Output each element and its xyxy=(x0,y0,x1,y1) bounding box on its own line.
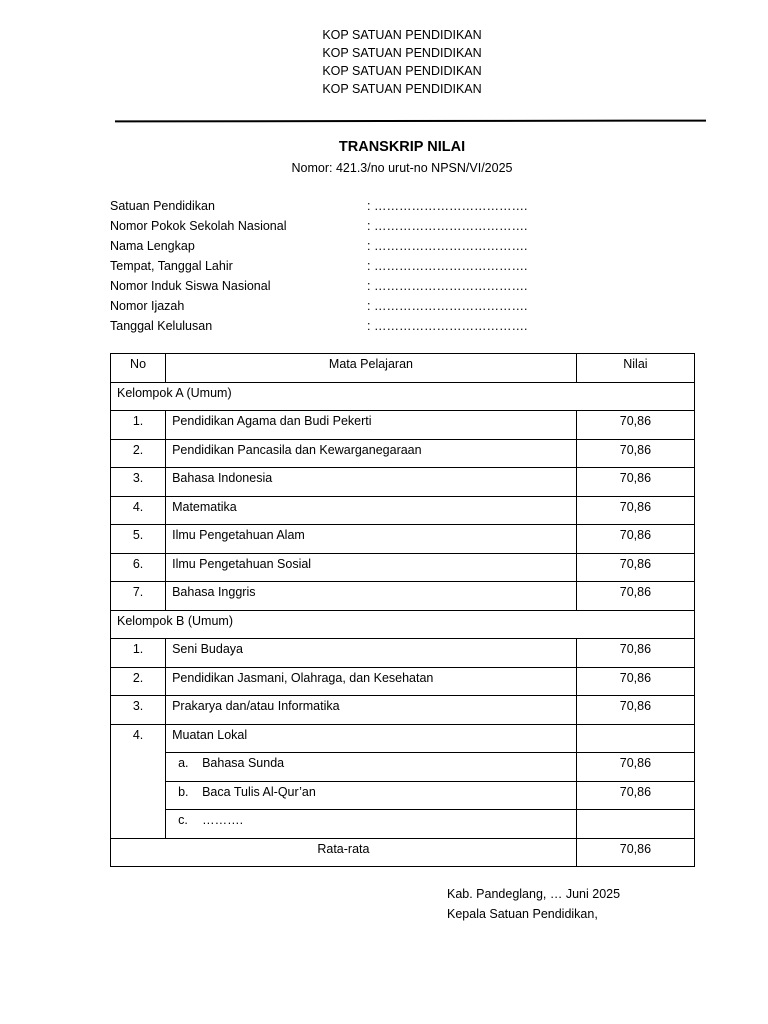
document-number: Nomor: 421.3/no urut-no NPSN/VI/2025 xyxy=(291,161,513,175)
signature-block xyxy=(447,884,620,924)
row-mapel: Bahasa Indonesia xyxy=(166,468,577,497)
info-label: Nomor Ijazah xyxy=(110,299,185,313)
header-nilai: Nilai xyxy=(576,354,694,383)
letterhead xyxy=(0,26,768,98)
average-row xyxy=(111,838,695,867)
info-label: Nomor Pokok Sekolah Nasional xyxy=(110,219,287,233)
row-nilai: 70,86 xyxy=(576,525,694,554)
letterhead-line: KOP SATUAN PENDIDIKAN xyxy=(322,64,482,78)
row-mapel: Prakarya dan/atau Informatika xyxy=(166,696,577,725)
table-row xyxy=(111,639,695,668)
row-mapel xyxy=(166,753,577,782)
row-nilai: 70,86 xyxy=(576,639,694,668)
row-mapel: Seni Budaya xyxy=(166,639,577,668)
table-row xyxy=(111,667,695,696)
table-row xyxy=(111,496,695,525)
row-no-empty xyxy=(111,781,166,810)
row-nilai: 70,86 xyxy=(576,411,694,440)
average-nilai: 70,86 xyxy=(576,838,694,867)
table-header-row xyxy=(111,354,695,383)
row-mapel xyxy=(166,810,577,839)
info-value: : ………………………………. xyxy=(367,199,528,213)
sub-letter: b. xyxy=(178,784,189,799)
row-nilai: 70,86 xyxy=(576,753,694,782)
row-no: 1. xyxy=(111,411,166,440)
letterhead-divider xyxy=(115,120,706,123)
sub-mapel: ………. xyxy=(202,813,244,827)
sub-letter: a. xyxy=(178,756,189,770)
row-nilai xyxy=(576,724,694,753)
info-value: : ………………………………. xyxy=(367,259,528,273)
table-subrow xyxy=(111,781,695,810)
sub-letter: c. xyxy=(178,813,188,827)
info-value: : ………………………………. xyxy=(367,319,528,333)
row-mapel: Pendidikan Jasmani, Olahraga, dan Kesehatan xyxy=(166,667,577,696)
letterhead-line: KOP SATUAN PENDIDIKAN xyxy=(322,28,482,42)
table-subrow xyxy=(111,753,695,782)
table-row xyxy=(111,439,695,468)
table-row xyxy=(111,468,695,497)
group-b-title: Kelompok B (Umum) xyxy=(111,610,695,639)
header-mapel: Mata Pelajaran xyxy=(166,354,577,383)
info-value: : ………………………………. xyxy=(367,279,528,293)
sub-mapel: Baca Tulis Al-Qur’an xyxy=(202,784,316,799)
row-nilai: 70,86 xyxy=(576,667,694,696)
group-row xyxy=(111,610,695,639)
row-no: 3. xyxy=(111,696,166,725)
row-no: 6. xyxy=(111,553,166,582)
info-label: Tanggal Kelulusan xyxy=(110,319,213,333)
row-no: 2. xyxy=(111,667,166,696)
row-mapel: Ilmu Pengetahuan Sosial xyxy=(166,553,577,582)
table-row xyxy=(111,411,695,440)
row-nilai: 70,86 xyxy=(576,496,694,525)
row-nilai: 70,86 xyxy=(576,696,694,725)
row-no: 3. xyxy=(111,468,166,497)
row-no-empty xyxy=(111,810,166,839)
document-title: TRANSKRIP NILAI xyxy=(338,139,466,155)
row-no: 2. xyxy=(111,439,166,468)
table-row xyxy=(111,553,695,582)
row-no: 1. xyxy=(111,639,166,668)
row-nilai: 70,86 xyxy=(576,553,694,582)
info-label: Nama Lengkap xyxy=(110,239,195,253)
sub-mapel: Bahasa Sunda xyxy=(202,756,285,770)
row-no: 5. xyxy=(111,525,166,554)
row-mapel: Pendidikan Pancasila dan Kewarganegaraan xyxy=(166,439,577,468)
row-nilai: 70,86 xyxy=(576,439,694,468)
row-nilai: 70,86 xyxy=(576,781,694,810)
row-no: 4. xyxy=(111,724,166,753)
header-no: No xyxy=(111,354,166,383)
letterhead-line: KOP SATUAN PENDIDIKAN xyxy=(322,82,482,96)
group-a-title: Kelompok A (Umum) xyxy=(111,382,695,411)
row-nilai: 70,86 xyxy=(576,468,694,497)
row-mapel: Bahasa Inggris xyxy=(166,582,577,611)
info-value: : ………………………………. xyxy=(367,239,528,253)
row-mapel: Matematika xyxy=(166,496,577,525)
row-nilai: 70,86 xyxy=(576,582,694,611)
table-row xyxy=(111,582,695,611)
info-label: Satuan Pendidikan xyxy=(110,199,215,213)
average-label: Rata-rata xyxy=(111,838,577,867)
row-mapel: Muatan Lokal xyxy=(166,724,577,753)
info-value: : ………………………………. xyxy=(367,299,528,313)
table-row xyxy=(111,696,695,725)
info-label: Tempat, Tanggal Lahir xyxy=(110,259,233,273)
row-mapel xyxy=(166,781,577,810)
table-row xyxy=(111,525,695,554)
group-row xyxy=(111,382,695,411)
row-mapel: Pendidikan Agama dan Budi Pekerti xyxy=(166,411,577,440)
info-value: : ………………………………. xyxy=(367,219,528,233)
letterhead-line: KOP SATUAN PENDIDIKAN xyxy=(322,46,482,60)
row-no-empty xyxy=(111,753,166,782)
info-label: Nomor Induk Siswa Nasional xyxy=(110,279,271,293)
grades-table xyxy=(110,353,695,867)
row-no: 7. xyxy=(111,582,166,611)
table-row xyxy=(111,724,695,753)
signature-place-date: Kab. Pandeglang, … Juni 2025 xyxy=(447,887,621,901)
row-nilai xyxy=(576,810,694,839)
row-mapel: Ilmu Pengetahuan Alam xyxy=(166,525,577,554)
row-no: 4. xyxy=(111,496,166,525)
table-subrow xyxy=(111,810,695,839)
signature-position: Kepala Satuan Pendidikan, xyxy=(447,907,598,921)
